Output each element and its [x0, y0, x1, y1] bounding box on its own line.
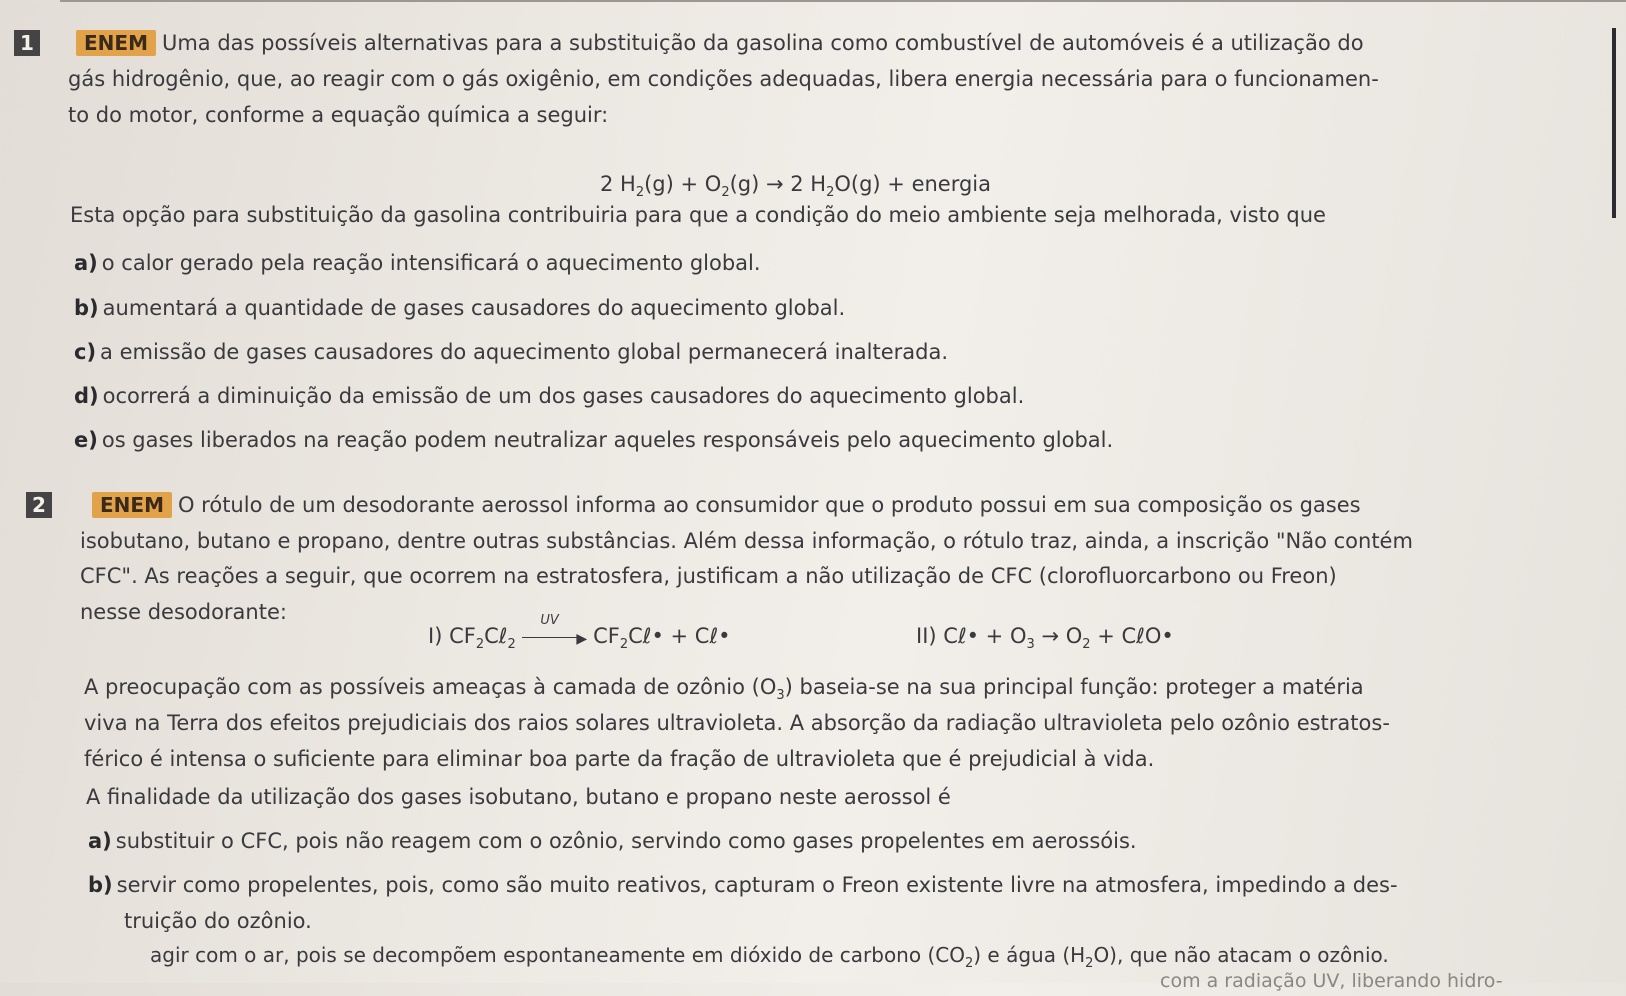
- eq-part: O(g) + energia: [834, 172, 992, 196]
- eq-part: → O: [1034, 624, 1083, 648]
- partial-part: agir com o ar, pois se decompõem espontaneamente em dióxido de carbono (CO: [150, 943, 965, 967]
- enem-tag: ENEM: [92, 492, 172, 518]
- q2-option-d-partial: com a radiação UV, liberando hidro-: [1160, 970, 1503, 992]
- page-edge-rule: [1612, 28, 1616, 218]
- eq-part: Cℓ• + O: [943, 624, 1027, 648]
- eq-part: + CℓO•: [1090, 624, 1174, 648]
- q2-para-line-3: férico é intensa o suficiente para eliminar boa parte da fração de ultravioleta que é prejudicial à vida.: [84, 747, 1155, 771]
- question-number-1: 1: [14, 30, 40, 56]
- option-text: o calor gerado pela reação intensificará o aquecimento global.: [101, 251, 761, 275]
- partial-part: O), que não atacam o ozônio.: [1093, 943, 1389, 967]
- top-rule: [60, 0, 1626, 2]
- option-text: servir como propelentes, pois, como são muito reativos, capturam o Freon existente livre na atmosfera, impedindo a des-: [116, 873, 1398, 897]
- q1-option-e[interactable]: [74, 425, 1113, 455]
- q1-option-d[interactable]: [74, 381, 1024, 411]
- q1-stem-line-1: [76, 28, 1364, 58]
- uv-arrow: UV ▶: [522, 627, 586, 647]
- eq-part: 2 H: [600, 172, 636, 196]
- question-number-2: 2: [26, 492, 52, 518]
- para-part: A preocupação com as possíveis ameaças à camada de ozônio (O: [84, 675, 777, 699]
- partial-sub: 2: [1085, 956, 1094, 971]
- q2-para-line-1: [84, 672, 1364, 711]
- q2-question: A finalidade da utilização dos gases isobutano, butano e propano neste aerossol é: [86, 785, 951, 809]
- q2-option-b-cont: truição do ozônio.: [124, 909, 312, 933]
- option-letter: a): [88, 829, 112, 853]
- option-letter: b): [88, 873, 113, 897]
- q1-stem-line-2: gás hidrogênio, que, ao reagir com o gás oxigênio, em condições adequadas, libera energia necessária para o funcionamen-: [68, 67, 1379, 91]
- q1-stem-line-3: to do motor, conforme a equação química a seguir:: [68, 103, 609, 127]
- partial-part: ) e água (H: [973, 943, 1086, 967]
- reaction-label: I): [428, 624, 443, 648]
- para-part: ) baseia-se na sua principal função: proteger a matéria: [784, 675, 1364, 699]
- reaction-2: [916, 624, 1174, 652]
- option-letter: b): [74, 296, 99, 320]
- q1-option-c[interactable]: [74, 337, 948, 367]
- option-letter: c): [74, 340, 97, 364]
- option-text: ocorrerá a diminuição da emissão de um dos gases causadores do aquecimento global.: [102, 384, 1025, 408]
- enem-tag: ENEM: [76, 30, 156, 56]
- reaction-1: [428, 613, 731, 652]
- eq-sub: 2: [475, 637, 485, 652]
- option-letter: a): [74, 251, 98, 275]
- partial-sub: 2: [964, 956, 974, 971]
- q2-stem-line-2: isobutano, butano e propano, dentre outras substâncias. Além dessa informação, o rótulo traz, ainda, a inscrição "Não contém: [80, 529, 1413, 553]
- option-text: a emissão de gases causadores do aquecimento global permanecerá inalterada.: [100, 340, 949, 364]
- eq-part: CF: [449, 624, 476, 648]
- option-text: aumentará a quantidade de gases causadores do aquecimento global.: [102, 296, 846, 320]
- eq-sub: 2: [721, 185, 730, 200]
- eq-sub: 2: [619, 637, 629, 652]
- eq-part: (g) → 2 H: [729, 172, 827, 196]
- q1-stem-text-1: Uma das possíveis alternativas para a substituição da gasolina como combustível de automóveis é a utilização do: [161, 31, 1364, 55]
- q1-option-a[interactable]: [74, 248, 761, 278]
- eq-sub: 3: [1026, 637, 1035, 652]
- para-sub: 3: [776, 688, 785, 703]
- option-text: os gases liberados na reação podem neutralizar aqueles responsáveis pelo aquecimento global.: [101, 428, 1114, 452]
- q2-option-a[interactable]: [88, 826, 1137, 856]
- option-letter: e): [74, 428, 98, 452]
- option-letter: d): [74, 384, 99, 408]
- eq-sub: 2: [635, 185, 645, 200]
- eq-sub: 2: [507, 637, 516, 652]
- uv-label: UV: [540, 613, 559, 628]
- q2-stem-text-1: O rótulo de um desodorante aerossol informa ao consumidor que o produto possui em sua composição os gases: [177, 493, 1361, 517]
- eq-part: (g) + O: [644, 172, 722, 196]
- eq-part: CF: [593, 624, 620, 648]
- q1-option-b[interactable]: [74, 293, 845, 323]
- eq-sub: 2: [1082, 637, 1091, 652]
- q1-equation: [600, 172, 991, 200]
- eq-sub: 2: [826, 185, 835, 200]
- eq-part: Cℓ: [484, 624, 508, 648]
- q2-para-line-2: viva na Terra dos efeitos prejudiciais dos raios solares ultravioleta. A absorção da radiação ultravioleta pelo ozônio estratos-: [84, 711, 1390, 735]
- option-text: substituir o CFC, pois não reagem com o ozônio, servindo como gases propelentes em aerossóis.: [115, 829, 1137, 853]
- reaction-label: II): [916, 624, 937, 648]
- q2-option-b[interactable]: [88, 870, 1398, 900]
- q2-stem-line-3: CFC". As reações a seguir, que ocorrem na estratosfera, justificam a não utilização de CFC (clorofluorcarbono ou Freon): [80, 564, 1337, 588]
- eq-part: Cℓ• + Cℓ•: [628, 624, 731, 648]
- q2-stem-line-1: [92, 490, 1361, 520]
- q1-question: Esta opção para substituição da gasolina contribuiria para que a condição do meio ambiente seja melhorada, visto que: [70, 203, 1326, 227]
- q2-stem-line-4: nesse desodorante:: [80, 600, 287, 624]
